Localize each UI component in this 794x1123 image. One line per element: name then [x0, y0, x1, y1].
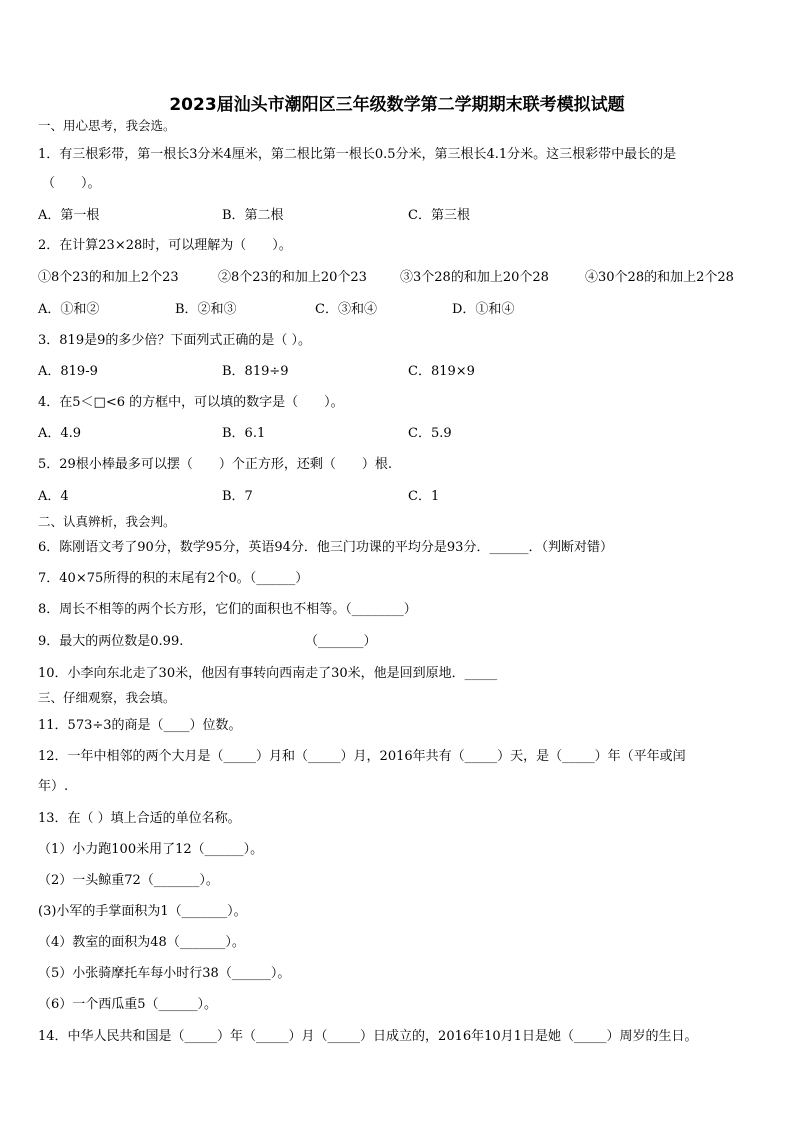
- section-heading-1: 一、用心思考，我会选。: [38, 118, 176, 133]
- q5-option-b: B．7: [222, 489, 253, 504]
- q13-item-6: （6）一个西瓜重5（______）。: [38, 997, 218, 1012]
- question-13: 13．在（ ）填上合适的单位名称。: [38, 811, 241, 826]
- q2-item-1: ①8个23的和加上2个23: [38, 270, 179, 285]
- q4-option-a: A．4.9: [38, 426, 82, 441]
- q13-item-2: （2）一头鲸重72（_______）。: [38, 873, 219, 888]
- question-7: 7．40×75所得的积的末尾有2个0。（______）: [38, 571, 309, 586]
- question-14: 14．中华人民共和国是（_____）年（_____）月（_____）日成立的，2016年10月1日是她（_____）周岁的生日。: [38, 1029, 698, 1044]
- question-5: 5．29根小棒最多可以摆（ ）个正方形，还剩（ ）根.: [38, 457, 392, 472]
- q1-option-a: A．第一根: [38, 208, 100, 223]
- q5-option-c: C．1: [408, 489, 440, 504]
- question-1: 1．有三根彩带，第一根长3分米4厘米，第二根比第一根长0.5分米，第三根长4.1分米。这三根彩带中最长的是: [38, 147, 677, 162]
- q2-option-a: A．①和②: [38, 302, 100, 317]
- question-8: 8．周长不相等的两个长方形，它们的面积也不相等。（________）: [38, 602, 417, 617]
- question-9-blank: （_______）: [305, 634, 377, 649]
- q2-item-2: ②8个23的和加上20个23: [218, 270, 367, 285]
- question-6: 6．陈刚语文考了90分，数学95分，英语94分．他三门功课的平均分是93分．______．（判断对错）: [38, 540, 613, 555]
- question-11: 11．573÷3的商是（____）位数。: [38, 718, 242, 733]
- q3-option-b: B．819÷9: [222, 364, 289, 379]
- question-12: 12．一年中相邻的两个大月是（_____）月和（_____）月，2016年共有（_____）天，是（_____）年（平年或闰: [38, 749, 686, 764]
- q4-option-c: C．5.9: [408, 426, 452, 441]
- question-2: 2．在计算23×28时，可以理解为（ ）。: [38, 238, 292, 253]
- q2-option-b: B．②和③: [175, 302, 237, 317]
- q3-option-c: C．819×9: [408, 364, 475, 379]
- q2-item-4: ④30个28的和加上2个28: [585, 270, 734, 285]
- q13-item-5: （5）小张骑摩托车每小时行38（______）。: [38, 966, 291, 981]
- q2-option-d: D．①和④: [452, 302, 515, 317]
- question-9: 9．最大的两位数是0.99.: [38, 634, 184, 649]
- q13-item-1: （1）小力跑100米用了12（______）。: [38, 842, 264, 857]
- q1-option-b: B．第二根: [222, 208, 284, 223]
- q4-option-b: B．6.1: [222, 426, 266, 441]
- q2-item-3: ③3个28的和加上20个28: [400, 270, 549, 285]
- section-heading-3: 三、仔细观察，我会填。: [38, 690, 176, 705]
- question-1-blank: （ ）。: [42, 176, 101, 191]
- q5-option-a: A．4: [38, 489, 69, 504]
- question-4: 4．在5＜□<6 的方框中，可以填的数字是（ ）。: [38, 395, 344, 410]
- section-heading-2: 二、认真辨析，我会判。: [38, 514, 176, 529]
- question-3: 3．819是9的多少倍？下面列式正确的是（ ）。: [38, 333, 311, 348]
- q3-option-a: A．819-9: [38, 364, 98, 379]
- page-title: 2023届汕头市潮阳区三年级数学第二学期期末联考模拟试题: [169, 95, 625, 115]
- q13-item-4: （4）教室的面积为48（_______）。: [38, 935, 245, 950]
- question-10: 10．小李向东北走了30米，他因有事转向西南走了30米，他是回到原地．_____: [38, 666, 498, 681]
- q13-item-3: (3)小军的手掌面积为1（_______）。: [38, 904, 247, 919]
- question-12-cont: 年）.: [38, 779, 69, 794]
- q1-option-c: C．第三根: [408, 208, 470, 223]
- q2-option-c: C．③和④: [315, 302, 377, 317]
